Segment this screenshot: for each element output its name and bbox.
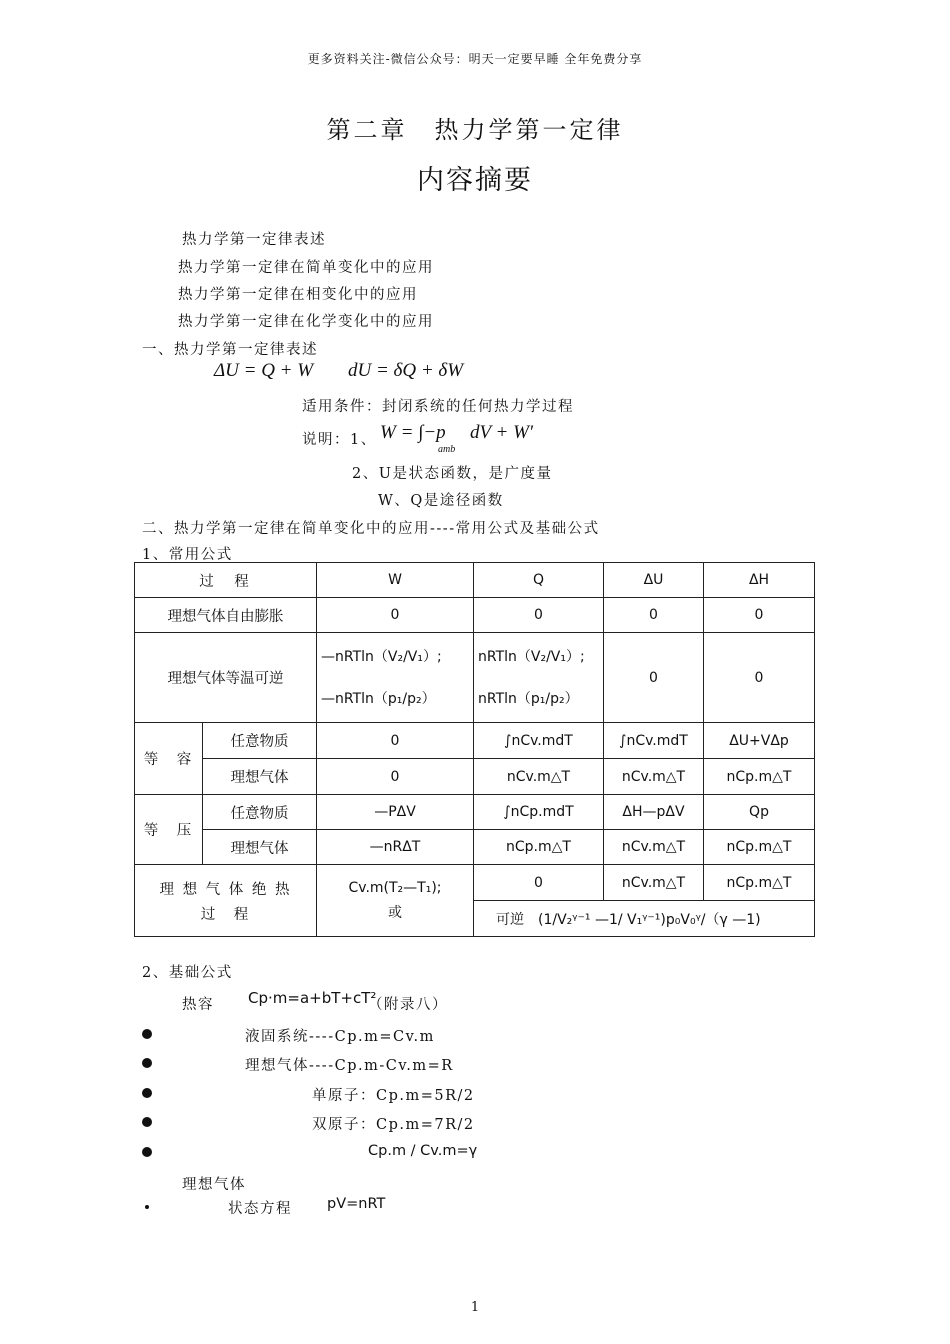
list-item: 单原子：Cp.m=5R/2 — [312, 1088, 475, 1104]
cell-du: nCv.m△T — [604, 865, 704, 901]
row-label: 理想气体 — [203, 759, 317, 795]
applicability-condition: 适用条件：封闭系统的任何热力学过程 — [302, 399, 574, 415]
list-item: 液固系统----Cp.m=Cv.m — [245, 1029, 435, 1045]
header-q: Q — [474, 563, 604, 598]
cell-q: 0 — [474, 865, 604, 901]
row-label-line: 理 想 气 体 绝 热 — [159, 881, 292, 898]
group-label-isochoric: 等 容 — [135, 723, 203, 795]
list-item: 双原子：Cp.m=7R/2 — [312, 1117, 475, 1133]
table-row — [135, 723, 815, 759]
cell-du: nCv.m△T — [604, 830, 704, 865]
table-row — [135, 633, 815, 723]
header-du: ΔU — [604, 563, 704, 598]
row-label-line: 过 程 — [200, 906, 251, 923]
header-dh: ΔH — [704, 563, 815, 598]
heat-capacity-label: 热容 — [182, 997, 214, 1013]
bullet-icon — [142, 1058, 152, 1068]
header-note: 更多资料关注-微信公众号：明天一定要早睡 全年免费分享 — [307, 52, 643, 66]
cell-dh: nCp.m△T — [704, 830, 815, 865]
cell-du: ∫nCv.mdT — [604, 723, 704, 759]
small-bullet-icon — [145, 1205, 149, 1209]
table-row — [135, 795, 815, 830]
cell-q: ∫nCv.mdT — [474, 723, 604, 759]
list-item: Cp.m / Cv.m=γ — [368, 1143, 478, 1159]
header-process: 过 程 — [135, 563, 317, 598]
cell-q: nCp.m△T — [474, 830, 604, 865]
bullet-icon — [142, 1088, 152, 1098]
cell-q — [474, 633, 604, 723]
section1-heading: 一、热力学第一定律表述 — [142, 342, 318, 358]
bullet-icon — [142, 1029, 152, 1039]
cell-du: 0 — [604, 598, 704, 633]
cell-line: Cv.m(T₂—T₁); — [348, 879, 442, 896]
page-number: 1 — [470, 1300, 480, 1315]
cell-w: 0 — [317, 759, 474, 795]
cell-dh: ΔU+VΔp — [704, 723, 815, 759]
cell-du: ΔH—pΔV — [604, 795, 704, 830]
cell-w: —nRΔT — [317, 830, 474, 865]
table-row — [135, 759, 815, 795]
cell-line: nRTln（p₁/p₂） — [478, 690, 579, 707]
row-label-adiabatic — [135, 865, 317, 937]
state-equation-label: 状态方程 — [228, 1201, 292, 1217]
cell-w: 0 — [317, 598, 474, 633]
header-w: W — [317, 563, 474, 598]
cell-du: 0 — [604, 633, 704, 723]
cell-line: nRTln（V₂/V₁）; — [478, 648, 585, 665]
cell-w — [317, 633, 474, 723]
row-label: 理想气体 — [203, 830, 317, 865]
cell-dh: 0 — [704, 598, 815, 633]
heat-capacity-formula: Cp·m=a+bT+cT² — [248, 989, 377, 1007]
ideal-gas-label: 理想气体 — [182, 1177, 246, 1193]
row-label: 理想气体等温可逆 — [135, 633, 317, 723]
table-row — [135, 865, 815, 901]
table-row — [135, 830, 815, 865]
cell-dh: nCp.m△T — [704, 759, 815, 795]
row-label: 理想气体自由膨胀 — [135, 598, 317, 633]
cell-dh: nCp.m△T — [704, 865, 815, 901]
table-row — [135, 598, 815, 633]
toc-item: 热力学第一定律在化学变化中的应用 — [178, 314, 434, 330]
cell-q: nCv.m△T — [474, 759, 604, 795]
section-subtitle: 内容摘要 — [417, 165, 533, 196]
note3: W、Q是途径函数 — [378, 493, 504, 509]
cell-w: 0 — [317, 723, 474, 759]
list-item: 理想气体----Cp.m-Cv.m=R — [245, 1058, 454, 1074]
cell-du: nCv.m△T — [604, 759, 704, 795]
heat-capacity-note: （附录八） — [368, 997, 448, 1013]
bullet-icon — [142, 1117, 152, 1127]
row-label: 任意物质 — [203, 795, 317, 830]
subsection-common-formulas: 1、常用公式 — [142, 547, 233, 563]
group-label-isobaric: 等 压 — [135, 795, 203, 865]
cell-w: —PΔV — [317, 795, 474, 830]
cell-line: —nRTln（p₁/p₂） — [321, 690, 436, 707]
note2: 2、U是状态函数，是广度量 — [352, 466, 553, 482]
cell-dh: 0 — [704, 633, 815, 723]
formula-table — [134, 562, 815, 937]
row-label: 任意物质 — [203, 723, 317, 759]
cell-q: ∫nCp.mdT — [474, 795, 604, 830]
toc-item: 热力学第一定律在简单变化中的应用 — [178, 260, 434, 276]
cell-dh: Qp — [704, 795, 815, 830]
bullet-icon — [142, 1147, 152, 1157]
work-formula-subscript: amb — [438, 444, 456, 455]
work-formula: W = ∫−p — [380, 422, 446, 443]
toc-item: 热力学第一定律表述 — [182, 232, 326, 248]
cell-w — [317, 865, 474, 937]
note1-prefix: 说明：1、 — [302, 432, 377, 448]
table-header-row — [135, 563, 815, 598]
work-formula-tail: dV + W′ — [470, 422, 534, 443]
cell-reversible: 可逆 (1/V₂ᵞ⁻¹ —1/ V₁ᵞ⁻¹)p₀V₀ᵞ/（γ —1) — [474, 901, 815, 937]
cell-q: 0 — [474, 598, 604, 633]
toc-item: 热力学第一定律在相变化中的应用 — [178, 287, 418, 303]
state-equation-formula: pV=nRT — [327, 1196, 386, 1212]
cell-line: —nRTln（V₂/V₁）; — [321, 648, 442, 665]
first-law-formula: ΔU = Q + W — [214, 360, 314, 381]
chapter-title: 第二章 热力学第一定律 — [326, 116, 624, 144]
first-law-differential: dU = δQ + δW — [348, 360, 464, 381]
section2-heading: 二、热力学第一定律在简单变化中的应用----常用公式及基础公式 — [142, 521, 600, 537]
cell-line: 或 — [388, 904, 402, 921]
subsection-basic-formulas: 2、基础公式 — [142, 965, 233, 981]
